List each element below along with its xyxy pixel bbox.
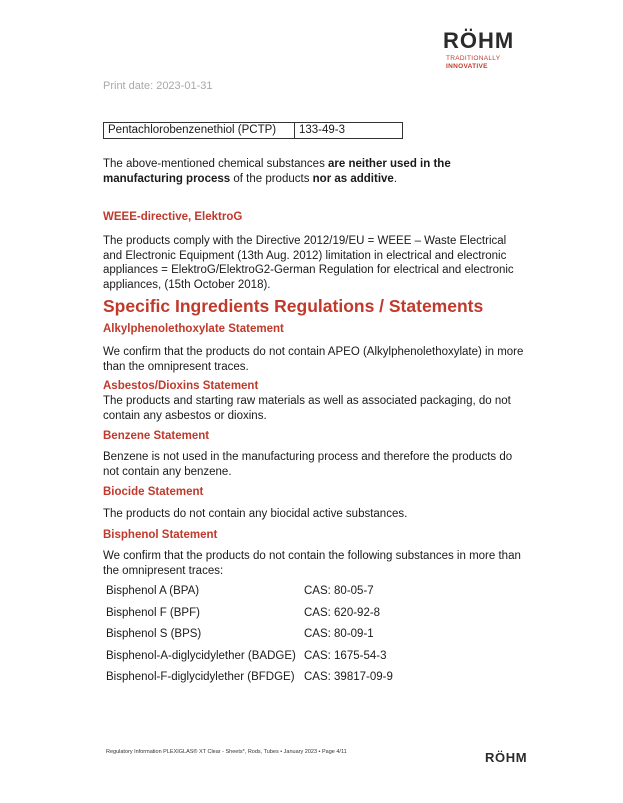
manufacturing-notice xyxy=(103,157,528,186)
bisphenol-item-cas: CAS: 80-09-1 xyxy=(304,628,374,640)
roehm-logo: RÖHM xyxy=(443,28,515,53)
benzene-heading: Benzene Statement xyxy=(103,430,210,442)
weee-text: The products comply with the Directive 2012/19/EU = WEEE – Waste Electrical and Electronic Equipment (13th Aug. 2012) limitation in electrical and electronic appliances = ElektroG/ElektroG2-German Regulation for electrical and electronic appliances, (15th October 2018). xyxy=(103,235,514,291)
bisphenol-heading: Bisphenol Statement xyxy=(103,529,218,541)
notice-text-1: The above-mentioned chemical substances xyxy=(103,158,329,170)
asbestos-text: The products and starting raw materials as well as associated packaging, do not contain any asbestos or dioxins. xyxy=(103,395,511,422)
logo-tagline-traditionally: TRADITIONALLY xyxy=(446,55,501,62)
apeo-text: We confirm that the products do not contain APEO (Alkylphenolethoxylate) in more than the omnipresent traces. xyxy=(103,346,524,373)
benzene-text: Benzene is not used in the manufacturing process and therefore the products do not contain any benzene. xyxy=(103,451,513,478)
bisphenol-item-name: Bisphenol S (BPS) xyxy=(106,628,202,640)
bisphenol-item-name: Bisphenol-A-diglycidylether (BADGE) xyxy=(106,650,296,662)
notice-text-2: of the products xyxy=(230,172,313,185)
footer-roehm-logo: RÖHM xyxy=(485,750,528,765)
bisphenol-item-name: Bisphenol F (BPF) xyxy=(106,607,200,619)
bisphenol-item-name: Bisphenol A (BPA) xyxy=(106,585,200,597)
weee-heading: WEEE-directive, ElektroG xyxy=(103,211,243,223)
footer-text: Regulatory Information PLEXIGLAS® XT Clear - Sheets*, Rods, Tubes • January 2023 • Page 4/11 xyxy=(106,749,347,755)
notice-bold-2: nor as additive xyxy=(312,172,394,185)
bisphenol-item-cas: CAS: 620-92-8 xyxy=(304,607,381,619)
bisphenol-item-cas: CAS: 1675-54-3 xyxy=(304,650,387,662)
bisphenol-item-cas: CAS: 80-05-7 xyxy=(304,585,374,597)
substance-name-cell: Pentachlorobenzenethiol (PCTP) xyxy=(104,123,295,139)
logo-tagline-innovative: INNOVATIVE xyxy=(446,63,488,70)
asbestos-heading: Asbestos/Dioxins Statement xyxy=(103,380,259,392)
bisphenol-item-name: Bisphenol-F-diglycidylether (BFDGE) xyxy=(106,671,295,683)
biocide-text: The products do not contain any biocidal active substances. xyxy=(103,508,408,520)
notice-text-3: . xyxy=(393,172,398,185)
substance-table xyxy=(103,122,403,139)
apeo-heading: Alkylphenolethoxylate Statement xyxy=(103,323,284,335)
biocide-heading: Biocide Statement xyxy=(103,486,204,498)
section-title: Specific Ingredients Regulations / Statements xyxy=(103,296,484,316)
substance-cas-cell: 133-49-3 xyxy=(295,123,403,139)
print-date: Print date: 2023-01-31 xyxy=(103,80,213,92)
bisphenol-item-cas: CAS: 39817-09-9 xyxy=(304,671,393,683)
notice-bold-1: are neither used in the manufacturing process xyxy=(103,158,451,185)
table-row xyxy=(104,123,403,139)
bisphenol-text: We confirm that the products do not contain the following substances in more than the omnipresent traces: xyxy=(103,550,521,577)
